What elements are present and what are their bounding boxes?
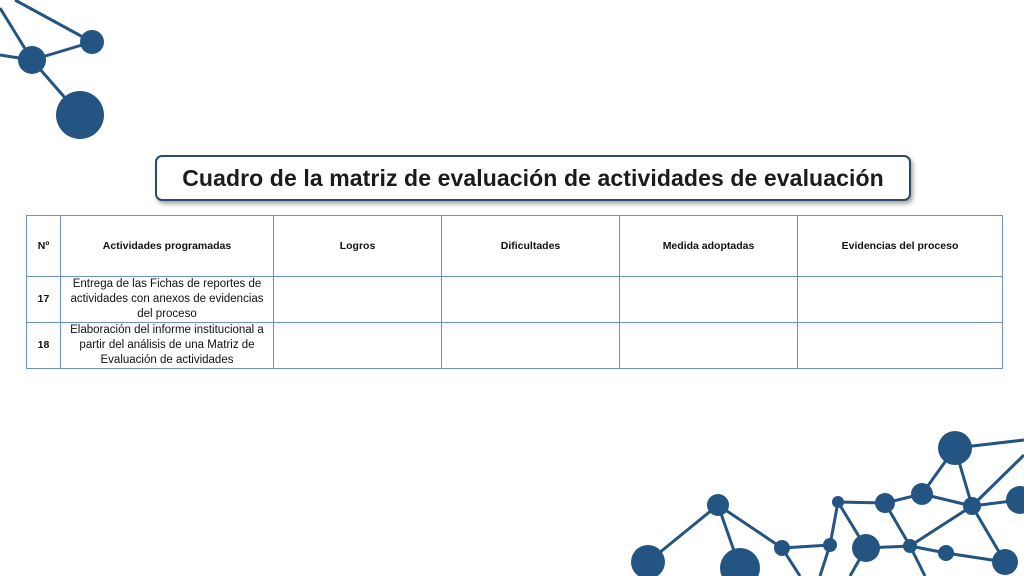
header-number: Nº — [27, 216, 61, 277]
header-measures: Medida adoptadas — [620, 216, 798, 277]
header-evidence: Evidencias del proceso — [798, 216, 1003, 277]
header-difficulties: Dificultades — [442, 216, 620, 277]
row-activity: Entrega de las Fichas de reportes de actividades con anexos de evidencias del proceso — [61, 277, 274, 323]
row-difficulties — [442, 277, 620, 323]
row-evidence — [798, 323, 1003, 369]
row-number: 17 — [27, 277, 61, 323]
evaluation-matrix-table — [26, 215, 1003, 369]
table-row — [27, 323, 1003, 369]
row-difficulties — [442, 323, 620, 369]
header-achievements: Logros — [274, 216, 442, 277]
row-measures — [620, 277, 798, 323]
network-top-left-nodes — [18, 30, 104, 139]
row-evidence — [798, 277, 1003, 323]
row-measures — [620, 323, 798, 369]
title-box — [155, 155, 911, 201]
page-title: Cuadro de la matriz de evaluación de actividades de evaluación — [182, 164, 884, 191]
row-achievements — [274, 323, 442, 369]
row-number: 18 — [27, 323, 61, 369]
row-activity: Elaboración del informe institucional a partir del análisis de una Matriz de Evaluación de actividades — [61, 323, 274, 369]
table-row — [27, 277, 1003, 323]
header-activities: Actividades programadas — [61, 216, 274, 277]
table-header-row — [27, 216, 1003, 277]
row-achievements — [274, 277, 442, 323]
